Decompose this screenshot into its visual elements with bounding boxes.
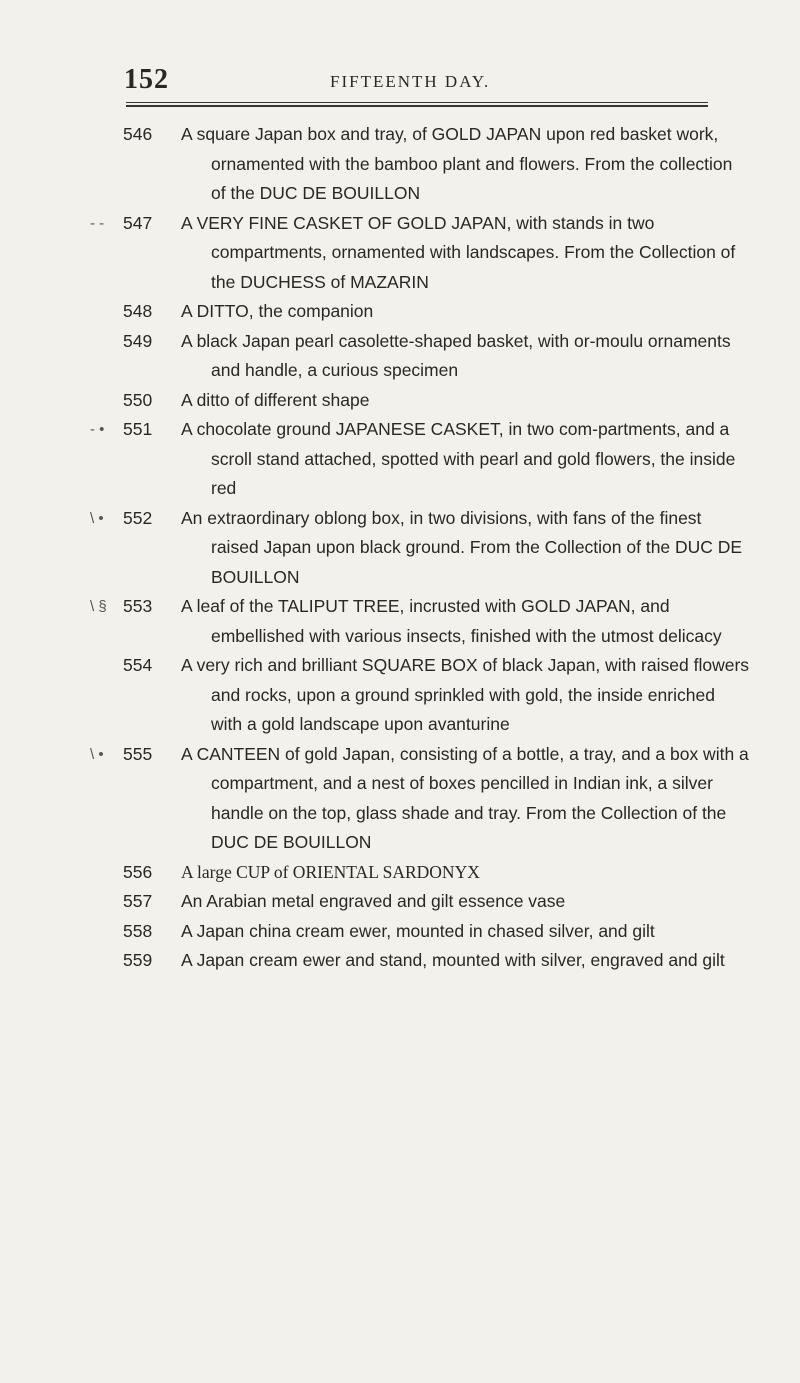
lot-entry — [0, 917, 800, 947]
lot-number: 550 — [123, 389, 153, 410]
lot-list — [0, 120, 800, 976]
lot-entry — [0, 209, 800, 298]
page-header — [0, 62, 800, 102]
lot-number: 554 — [123, 655, 153, 675]
margin-mark: \ • — [90, 745, 104, 763]
lot-description: A large CUP of ORIENTAL SARDONYX — [181, 861, 480, 882]
lot-number: 548 — [123, 301, 153, 321]
lot-number: 546 — [123, 124, 153, 144]
margin-mark: - • — [90, 421, 105, 438]
lot-entry — [0, 504, 800, 593]
lot-number: 547 — [123, 212, 153, 233]
lot-entry — [0, 386, 800, 416]
margin-mark: - - — [90, 214, 105, 232]
lot-entry — [0, 858, 800, 888]
lot-number: 549 — [123, 330, 153, 351]
lot-description: An Arabian metal engraved and gilt essence vase — [181, 891, 566, 911]
lot-entry — [0, 887, 800, 917]
lot-entry — [0, 120, 800, 209]
lot-entry — [0, 327, 800, 386]
lot-number: 559 — [123, 950, 153, 970]
lot-entry — [0, 946, 800, 976]
lot-entry — [0, 651, 800, 740]
lot-entry — [0, 592, 800, 651]
running-head: FIFTEENTH DAY. — [330, 72, 491, 91]
lot-description: A ditto of different shape — [181, 389, 370, 410]
header-rule — [126, 102, 708, 103]
lot-description: A Japan china cream ewer, mounted in chased silver, and gilt — [181, 920, 655, 941]
lot-number: 551 — [123, 419, 153, 439]
lot-entry — [0, 415, 800, 504]
margin-mark: \ • — [90, 509, 104, 527]
lot-number: 553 — [123, 596, 153, 616]
lot-description: A very rich and brilliant SQUARE BOX of black Japan, with raised flowers and rocks, upon a ground sprinkled with gold, the inside enriched with a gold landscape upon avanturine — [181, 655, 750, 734]
lot-description: An extraordinary oblong box, in two divisions, with fans of the finest raised Japan upon black ground. From the Collection of the DUC DE BOUILLON — [181, 507, 743, 587]
lot-description: A black Japan pearl casolette-shaped basket, with or-moulu ornaments and handle, a curious specimen — [181, 330, 731, 380]
lot-description: A VERY FINE CASKET OF GOLD JAPAN, with stands in two compartments, ornamented with landscapes. From the Collection of the DUCHESS of MAZARIN — [181, 212, 736, 292]
lot-entry — [0, 297, 800, 327]
lot-description: A square Japan box and tray, of GOLD JAPAN upon red basket work, ornamented with the bamboo plant and flowers. From the collection of the DUC DE BOUILLON — [181, 124, 733, 203]
lot-description: A leaf of the TALIPUT TREE, incrusted with GOLD JAPAN, and embellished with various insects, finished with the utmost delicacy — [181, 596, 722, 646]
lot-number: 557 — [123, 891, 153, 911]
lot-number: 552 — [123, 507, 153, 528]
margin-mark: \ § — [90, 598, 107, 615]
lot-description: A Japan cream ewer and stand, mounted with silver, engraved and gilt — [181, 950, 725, 970]
lot-entry — [0, 740, 800, 858]
lot-description: A DITTO, the companion — [181, 301, 374, 321]
lot-description: A CANTEEN of gold Japan, consisting of a bottle, a tray, and a box with a compartment, and a nest of boxes pencilled in Indian ink, a silver handle on the top, glass shade and tray. From the Collection of the DUC DE BOUILLON — [181, 743, 749, 852]
header-rule-thick — [126, 105, 708, 107]
lot-number: 555 — [123, 743, 153, 764]
lot-number: 558 — [123, 920, 153, 941]
lot-number: 556 — [123, 861, 153, 882]
lot-description: A chocolate ground JAPANESE CASKET, in two com-partments, and a scroll stand attached, spotted with pearl and gold flowers, the inside red — [181, 419, 736, 498]
page-number: 152 — [124, 64, 169, 95]
